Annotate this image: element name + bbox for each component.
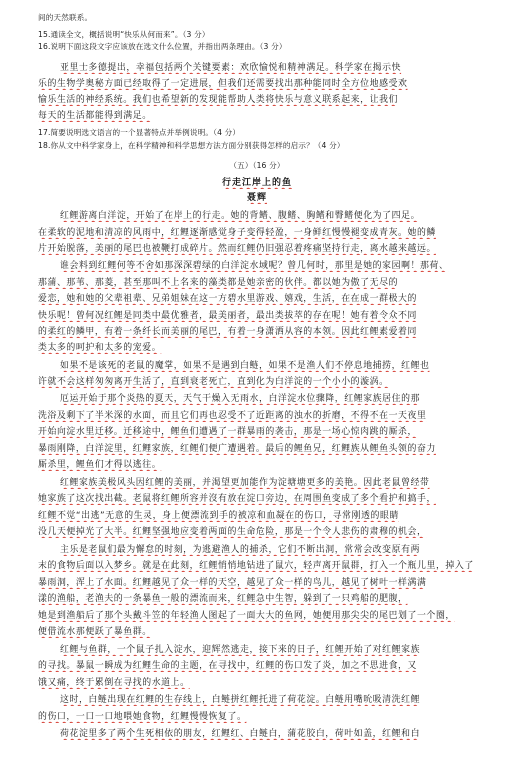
question-18: 18.你从文中科学家身上，在科学精神和科学思想方法方面分别获得怎样的启示？（4 分） [38,141,345,150]
article-line: 如果不是该死的老鼠的魔掌，如果不是遇到白鲢，如果不是渔人们不停息地捕捞，红鲤也 [60,361,430,371]
article-line: 饿又痛，终于累倒在寻找的水道上。 [38,678,190,688]
article-line: 没几天便掉光了大半。红鲤坚强地应变着两面的生命危险，那是一个令人悲伤的肃穆的机会， [38,527,427,537]
quoted-passage-line: 每天的生活都能得到满足。 [38,111,152,121]
article-line: 快乐呢！曾何况红鲤是同类中最优雅者，最美丽者，最出类拔萃的存在呢！她有着令众不同 [38,311,417,321]
question-16: 16.说明下面这段文字应该放在选文什么位置，并指出两条理由。（3 分） [38,42,287,51]
article-line: 的柔红的鳞甲，有着一条纤长而美丽的尾巴，有着一身潇洒从容的本领。因此红鲤素爱着同 [38,327,417,337]
article-line: 的伤口，一口一口地喂她食物，红鲤慢慢恢复了。 [38,712,247,722]
quoted-passage-line: 愉乐生活的神经系统。我们也希望新的发现能帮助人类将快乐与意义联系起来，让我们 [38,95,399,105]
article-line: 主乐是老鼠们最为懈怠的时刻，为逃避渔人的捕杀，它们不断出洞，常常会改变原有两 [60,545,421,555]
article-line: 红鲤家族美极风头因红鲤的美丽，并渴望更加能作为淀塘塘更多的美艳。因此老鼠曾经带 [60,478,430,488]
question-17: 17.简要说明选文语言的一个显著特点并举例说明。（4 分） [38,128,241,137]
article-author: 聂辉 [246,193,267,203]
article-line: 便借流水那便跃了暴鱼群。 [38,627,152,637]
article-line: 那蒲、那苇、那菱，甚至那叫不上名来的藻类都是她亲密的伙伴。都以她为傲了无尽的 [38,278,399,288]
article-line: 暴雨刚降，白洋淀里，红鲤家族，红鲤们便广遭遇着。最后的鲤鱼兄，红鲤族从鲤鱼头领的奋力 [38,444,436,454]
article-line: 类太多的呵护和太多的宠爱。 [38,343,162,353]
article-line: 这时，白鲢出现在红鲤的生存线上，白鲢拼红鲤托进了荷花淀。白鲢用嘴吮吸清洗红鲤 [60,695,421,705]
article-line: 片开始脱落，美丽的尾巴也被鞭打成碎片。然而红鲤仍旧强忍着疼痛坚持行走，离水越来越远。 [38,244,436,254]
article-line: 许就不会这样匆匆离开生活了，直到衰老死亡，直到化为白洋淀的一个小小的漩涡。 [38,377,389,387]
question-15: 15.通读全文，概括说明“快乐从何而来”。（3 分） [38,30,210,39]
quoted-passage-line: 乐的生物学奥秘方面已经取得了一定进展，但我们还需要找出那种能同时全方位地感受欢 [38,79,408,89]
article-line: 末的食物后面以入梦乡。就是在此刻，红鲤悄悄地钻进了鼠穴，轻声离开鼠群，打入一个瓶儿里，掉入了 [38,561,474,571]
article-line: 开始向淀水里迁移。迁移途中，鲤鱼们遭遇了一群暴雨的袭击，那是一场心惊肉跳的厮杀， [38,427,417,437]
article-line: 洗浴及剩下了半米深的水面，而且它们再也忍受不了近距离的浊水的折磨，不得不在一天夜里 [38,411,427,421]
article-line: 在柔软的泥地和清凉的风雨中，红鲤逐渐感觉身子变得轻盈，一身鲜红慢慢褪变成青灰。她的鳞 [38,228,436,238]
article-line: 荷花淀里多了两个生死相依的朋友，红鲤红、白鲢白，蒲花胶白，荷叶如盖，红鲤和白 [60,729,421,739]
quoted-passage-line: 亚里士多德提出，幸福包括两个关键要素：欢欣愉悦和精神满足。科学家在揭示快 [60,63,402,73]
article-line: 红鲤与鱼群，一个鼠子扎入淀水，迎辉然逃走，接下来的日子，红鲤开始了对红鲤家族 [60,645,421,655]
article-line: 她是到渔船后了那个头戴斗笠的年轻渔人图起了一面大大的鱼网，她便用那尖尖的尾巴划了一个圈， [38,611,455,621]
article-line: 漾的渔船，老渔夫的一条暴鱼一般的漂流而来，红鲤急中生智，躲到了一只鸡船的肥腹， [38,594,408,604]
article-line: 暴雨洞，浑上了水面。红鲤越见了众一样的天空，越见了众一样的鸟儿，越见了树叶一样满满 [38,578,427,588]
article-line: 爱恋，她和她的父辈祖辈、兄弟姐妹在这一方碧水里游戏、嬉戏，生活，在在成一群极大的 [38,294,417,304]
article-title: 行走江岸上的鱼 [221,178,292,188]
article-line: 谁会料到红鲤何等不舍如那深深碧绿的白洋淀水域呢？曾几何时，那里是她的家园啊！那荷、 [60,261,449,271]
article-line: 红鲤游离白洋淀，开始了在岸上的行走。她的背鳍、腹鳍、胸鳍和臀鳍便化为了四足。 [60,211,421,221]
article-line: 厄运开始于那个炎热的夏天，天气干燥入无雨水，白洋淀水位骤降，红鲤家族居住的那 [60,394,421,404]
article-line: 的寻找。暴鼠一瞬成为红鲤生命的主题，在寻找中，红鲤的伤口发了炎，加之不思进食，又 [38,661,417,671]
article-line: 红鲤不觉“出逃”无意的生灵，身上便漂流到手的被凉和血凝在的伤口，寻常刚透的眼睛 [38,511,399,521]
text-line: 间的天然联系。 [38,13,93,22]
section-heading: （五）（16 分） [229,161,285,170]
article-line: 厮杀里，鲤鱼们才得以逃往。 [38,460,162,470]
article-line: 她家族了这次找出截。老鼠将红鲤所容并沒有放在淀口旁边，在周围鱼变成了多个看护和搞手， [38,494,436,504]
